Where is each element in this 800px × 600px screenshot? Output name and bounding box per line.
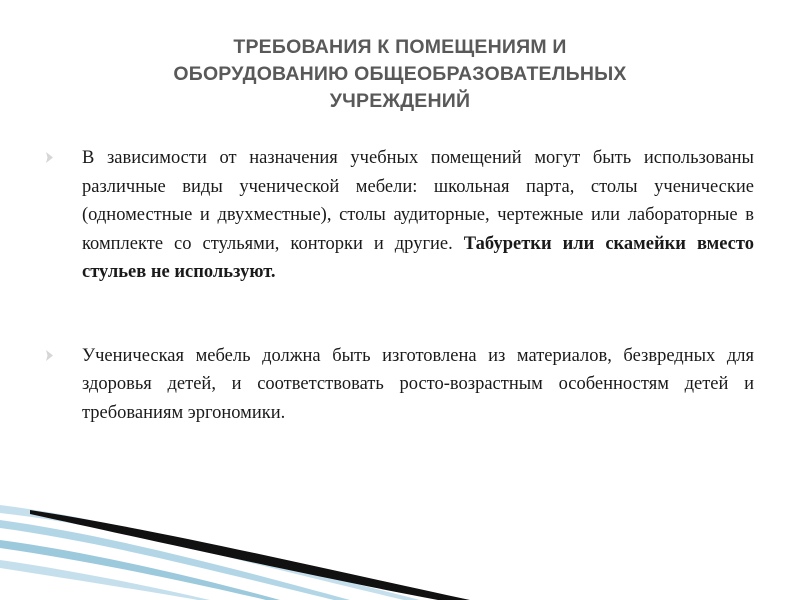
- bullet-arrow-icon: [46, 152, 53, 163]
- slide-title: [90, 34, 710, 115]
- bullet-arrow-icon: [46, 350, 53, 361]
- title-line-2: ОБОРУДОВАНИЮ ОБЩЕОБРАЗОВАТЕЛЬНЫХ: [173, 63, 627, 85]
- swoosh-dark-stroke: [30, 510, 470, 600]
- title-line-1: ТРЕБОВАНИЯ К ПОМЕЩЕНИЯМ И: [233, 36, 567, 58]
- title-line-3: УЧРЕЖДЕНИЙ: [329, 90, 471, 112]
- paragraph-furniture-types: [46, 144, 754, 287]
- paragraph-1-bold-text: Табуретки или скамейки вместо стульев не используют.: [82, 233, 754, 282]
- slide-content: [46, 144, 754, 482]
- paragraph-2-text: Ученическая мебель должна быть изготовлена из материалов, безвредных для здоровья детей, и соответствовать росто-возрастным особенностям детей и требованиям эргономики.: [82, 345, 754, 423]
- paragraph-furniture-materials: [46, 342, 754, 428]
- swoosh-light-lines: [0, 505, 420, 600]
- paragraph-1-text: В зависимости от назначения учебных помещений могут быть использованы различные виды ученической мебели: школьная парта, столы ученические (одноместные и двухместные), столы аудиторные, чертежные или лабораторные в комплекте со стульями, конторки и другие.: [82, 148, 754, 254]
